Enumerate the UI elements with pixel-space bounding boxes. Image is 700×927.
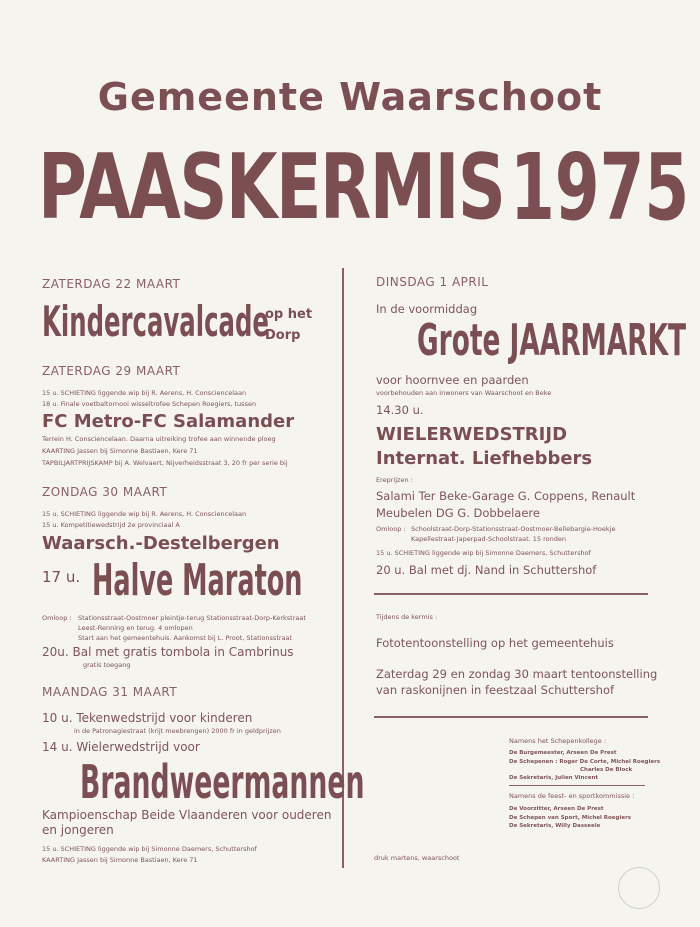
race-wielerwedstrijd: WIELERWEDSTRIJD [376, 424, 568, 445]
event-halve-maraton: Halve Maraton [92, 555, 303, 606]
day-heading-sun30: ZONDAG 30 MAART [42, 485, 168, 499]
kermis-line2: Zaterdag 29 en zondag 30 maart tentoonstelling [376, 667, 658, 681]
race-internat-liefhebbers: Internat. Liefhebbers [376, 448, 593, 469]
college-line4: De Sekretaris, Julien Vincent [509, 775, 599, 781]
printer-credit: druk martens, waarschoot [374, 854, 460, 862]
college-line2: De Schepenen : Roger De Corte, Michel Roegiers [509, 759, 661, 765]
day-heading-tue1: DINSDAG 1 APRIL [376, 275, 489, 289]
kermis-line1: Fototentoonstelling op het gemeentehuis [376, 636, 614, 650]
college-line1: De Burgemeester, Arseen De Prest [509, 750, 617, 756]
tue1-ball: 20 u. Bal met dj. Nand in Schuttershof [376, 563, 597, 577]
event-brandweermannen: Brandweermannen [80, 755, 365, 809]
race-route-line2: Kapellestraat-Japerpad-Schoolstraat. 15 ronden [411, 535, 567, 543]
separator-3 [509, 785, 645, 786]
committee-line3: De Sekretaris, Willy Dasseele [509, 823, 601, 829]
event-kindercavalcade: Kindercavalcade [42, 297, 269, 346]
tue1-line2: 15 u. SCHIETING liggende wip bij Simonne Daemers, Schuttershof [376, 549, 591, 557]
committee-line1: De Voorzitter, Arseen De Prest [509, 806, 604, 812]
marathon-route-line1: Stationsstraat-Oostmoer pleintje-terug Stationsstraat-Dorp-Kerkstraat [78, 614, 306, 622]
sun30-ball: 20u. Bal met gratis tombola in Cambrinus [42, 645, 294, 659]
committee-label: Namens de feest- en sportkommissie : [509, 792, 635, 800]
separator-1 [374, 593, 648, 595]
sat29-line5: TAPBILJARTPRIJSKAMP bij A. Welvaert, Nijverheidsstraat 3, 20 fr per serie bij [42, 459, 288, 467]
sat29-line1: 15 u. SCHIETING liggende wip bij R. Aerens, H. Consciencelaan [42, 389, 247, 397]
marathon-time: 17 u. [42, 568, 81, 586]
match-fc-metro-salamander: FC Metro-FC Salamander [42, 411, 295, 432]
event-location-line2: Dorp [265, 328, 301, 343]
sat29-line2: 18 u. Finale voetbaltornooi wisseltrofee Schepen Roegiers, tussen [42, 400, 257, 408]
event-grote-jaarmarkt: Grote JAARMARKT [417, 315, 687, 366]
sat29-line3: Terrein H. Consciencelaan. Daarna uitreiking trofee aan winnende ploeg [42, 435, 276, 443]
mon31-line2: 14 u. Wielerwedstrijd voor [42, 740, 200, 754]
marathon-route-line2: Leest-Renning en terug. 4 omlopen [78, 624, 193, 632]
poster-year: 1975 [510, 134, 690, 241]
sun30-line1: 15 u. SCHIETING liggende wip bij R. Aerens, H. Consciencelaan [42, 510, 247, 518]
committee-line2: De Schepen van Sport, Michel Roegiers [509, 815, 632, 821]
tue1-morning: In de voormiddag [376, 302, 478, 316]
kermis-line3: van raskonijnen in feestzaal Schuttershof [376, 683, 615, 697]
marathon-route-line3: Start aan het gemeentehuis. Aankomst bij L. Proot, Stationsstraat [78, 634, 293, 642]
poster-title: PAASKERMIS [38, 135, 505, 240]
day-heading-sat22: ZATERDAG 22 MAART [42, 277, 181, 291]
college-line3: Charles De Block [580, 767, 633, 773]
kermis-label: Tijdens de kermis : [376, 613, 438, 621]
prizes-line2: Meubelen DG G. Dobbelaere [376, 506, 540, 520]
tue1-line1-note: voorbehouden aan inwoners van Waarschoot en Beke [376, 389, 552, 397]
sat29-line4: KAARTING Jassen bij Simonne Bastiaen, Kere 71 [42, 447, 198, 455]
mon31-line6: KAARTING Jassen bij Simonne Bastiaen, Kere 71 [42, 856, 198, 864]
mon31-line5: 15 u. SCHIETING liggende wip bij Simonne Daemers, Schuttershof [42, 845, 257, 853]
mon31-line3: Kampioenschap Beide Vlaanderen voor ouderen [42, 808, 332, 822]
tue1-time: 14.30 u. [376, 403, 424, 417]
day-heading-mon31: MAANDAG 31 MAART [42, 685, 178, 699]
sun30-ball-note: gratis toegang [83, 661, 131, 669]
municipality-heading: Gemeente Waarschoot [97, 75, 603, 119]
event-location-line1: op het [265, 307, 313, 322]
archive-stamp [618, 867, 660, 909]
tue1-line1: voor hoornvee en paarden [376, 373, 529, 387]
prizes-line1: Salami Ter Beke-Garage G. Coppens, Renault [376, 489, 636, 503]
separator-2 [374, 716, 648, 718]
day-heading-sat29: ZATERDAG 29 MAART [42, 364, 181, 378]
prizes-label: Ereprijzen : [376, 476, 413, 484]
mon31-line1: 10 u. Tekenwedstrijd voor kinderen [42, 711, 253, 725]
race-route-label: Omloop : [376, 525, 406, 533]
college-label: Namens het Schepenkollege : [509, 737, 607, 745]
mon31-line4: en jongeren [42, 823, 114, 837]
race-route-line1: Schoolstraat-Dorp-Stationsstraat-Oostmoer-Bellebargie-Hoekje [411, 525, 616, 533]
sun30-line2: 15 u. Kompetitiewedstrijd 2e provinciaal A [42, 521, 180, 529]
mon31-line1-note: in de Patronagiestraat (krijt meebrengen) 2000 fr in geldprijzen [74, 727, 281, 735]
marathon-route-label: Omloop : [42, 614, 72, 622]
match-waarschoot-destelbergen: Waarsch.-Destelbergen [42, 533, 280, 554]
